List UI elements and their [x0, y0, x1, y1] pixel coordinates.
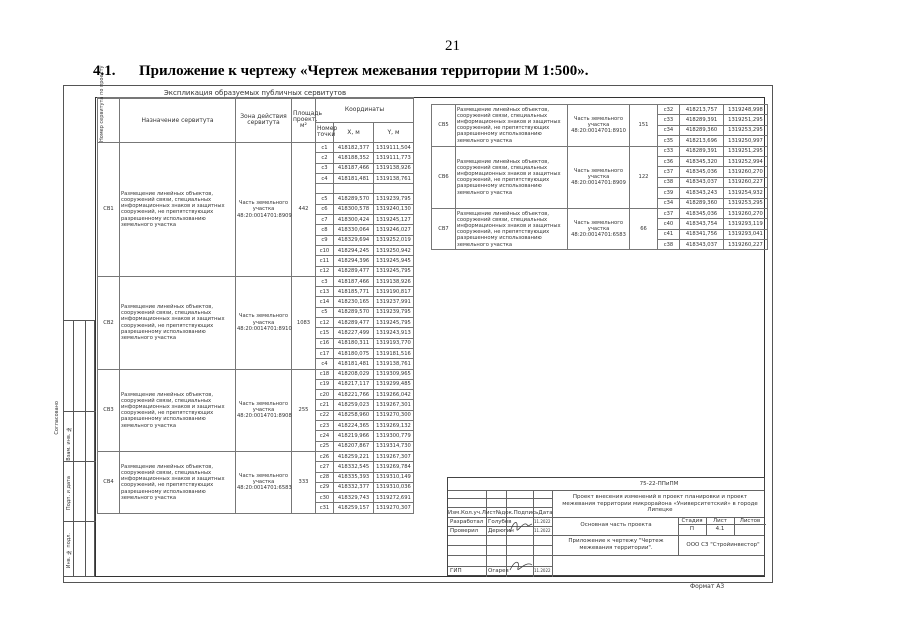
- easement-area: 66: [630, 208, 658, 250]
- document-code: 75-22-ППиПМ: [639, 481, 679, 487]
- coord-x: 418221,766: [334, 390, 374, 400]
- coord-x: 418343,754: [680, 219, 724, 229]
- table-row: [98, 276, 414, 286]
- coord-x: 418335,393: [334, 472, 374, 482]
- point-number: с29: [316, 482, 334, 492]
- point-number: [316, 184, 334, 194]
- coord-x: 418345,036: [680, 208, 724, 218]
- table-row: [98, 451, 414, 461]
- point-number: с34: [658, 125, 680, 135]
- point-number: с26: [316, 451, 334, 461]
- coord-x: 418182,377: [334, 143, 374, 153]
- signature-mark: [508, 516, 534, 538]
- coord-y: 1319293,119: [724, 219, 768, 229]
- coord-x: 418330,064: [334, 225, 374, 235]
- coord-y: 1319254,932: [724, 188, 768, 198]
- coord-x: 418259,157: [334, 503, 374, 513]
- coord-y: [374, 184, 414, 194]
- point-number: с15: [316, 328, 334, 338]
- coord-y: 1319237,991: [374, 297, 414, 307]
- coord-y: 1319111,504: [374, 143, 414, 153]
- inv-replaced-label: Взам. инв. №: [66, 426, 72, 461]
- easement-id: СВ1: [98, 143, 120, 277]
- coord-x: 418294,245: [334, 245, 374, 255]
- coord-x: 418341,756: [680, 229, 724, 239]
- coord-x: 418294,396: [334, 256, 374, 266]
- coord-x: 418343,243: [680, 188, 724, 198]
- coord-x: 418259,023: [334, 400, 374, 410]
- coord-y: 1319138,926: [374, 163, 414, 173]
- coord-x: 418217,117: [334, 379, 374, 389]
- coord-x: 418289,570: [334, 307, 374, 317]
- point-number: с20: [316, 390, 334, 400]
- point-number: с32: [658, 105, 680, 115]
- coord-x: [334, 184, 374, 194]
- coord-y: 1319272,691: [374, 493, 414, 503]
- stage-header: Стадия: [681, 518, 703, 524]
- table-row: [432, 208, 768, 218]
- point-number: с2: [316, 153, 334, 163]
- easement-purpose: Размещение линейных объектов, сооружений связи, специальных информационных знаков и защитных сооружений, не препятствующих разрешенному использованию земельного участка: [120, 276, 236, 369]
- coord-y: 1319270,300: [374, 410, 414, 420]
- easement-id: СВ4: [98, 451, 120, 513]
- signature-mark-gip: [508, 556, 534, 576]
- point-number: с9: [316, 235, 334, 245]
- easement-area: 255: [292, 369, 316, 451]
- coord-x: 418224,365: [334, 421, 374, 431]
- point-number: с19: [316, 379, 334, 389]
- coord-x: 418345,320: [680, 156, 724, 166]
- easement-area: 1083: [292, 276, 316, 369]
- point-number: с4: [316, 359, 334, 369]
- point-number: с41: [658, 229, 680, 239]
- format-label: Формат А3: [690, 583, 725, 590]
- coord-x: 418300,578: [334, 204, 374, 214]
- coord-x: 418289,360: [680, 198, 724, 208]
- sign-date-label: Подп. и дата: [66, 476, 72, 511]
- coord-y: 1319245,945: [374, 256, 414, 266]
- easement-zone: Часть земельного участка 48:20:0014701:8909: [236, 143, 292, 277]
- point-number: с27: [316, 462, 334, 472]
- header-zone: Зона действия сервитута: [236, 98, 292, 143]
- coord-y: 1319300,779: [374, 431, 414, 441]
- point-number: с40: [658, 219, 680, 229]
- agreed-label: Согласовано: [54, 401, 60, 435]
- header-coords: Координаты: [316, 98, 414, 123]
- point-number: с30: [316, 493, 334, 503]
- easement-purpose: Размещение линейных объектов, сооружений связи, специальных информационных знаков и защитных сооружений, не препятствующих разрешенному использованию земельного участка: [456, 146, 568, 208]
- table-row: [432, 146, 768, 156]
- coord-x: 418259,221: [334, 451, 374, 461]
- coord-x: 418329,743: [334, 493, 374, 503]
- point-number: с13: [316, 287, 334, 297]
- coord-x: 418180,075: [334, 348, 374, 358]
- date-developer: 11.2022: [534, 519, 551, 524]
- easement-purpose: Размещение линейных объектов, сооружений связи, специальных информационных знаков и защитных сооружений, не препятствующих разрешенному использованию земельного участка: [456, 105, 568, 147]
- coord-x: 418227,499: [334, 328, 374, 338]
- coord-y: 1319111,773: [374, 153, 414, 163]
- coord-x: 418230,165: [334, 297, 374, 307]
- document-part: Основная часть проекта: [580, 522, 652, 528]
- role-developer: Разработал: [450, 519, 484, 525]
- company-name: ООО СЗ "Стройинвестор": [686, 542, 760, 548]
- coord-y: 1319245,127: [374, 215, 414, 225]
- point-number: с36: [658, 156, 680, 166]
- point-number: с38: [658, 177, 680, 187]
- coord-y: 1319269,132: [374, 421, 414, 431]
- page-number: 21: [445, 38, 460, 54]
- point-number: с25: [316, 441, 334, 451]
- table-row: [98, 369, 414, 379]
- coord-x: 418343,037: [680, 240, 724, 250]
- coord-y: 1319138,761: [374, 359, 414, 369]
- coord-y: 1319252,994: [724, 156, 768, 166]
- coord-y: 1319267,301: [374, 400, 414, 410]
- point-number: с21: [316, 400, 334, 410]
- point-number: с5: [316, 194, 334, 204]
- coord-y: 1319243,913: [374, 328, 414, 338]
- date-gip: 11.2022: [534, 568, 551, 573]
- coord-x: 418181,481: [334, 359, 374, 369]
- name-checker: Дерюгин: [488, 528, 514, 534]
- table-body-right: [432, 105, 768, 250]
- coord-y: 1319190,817: [374, 287, 414, 297]
- point-number: с23: [316, 421, 334, 431]
- coord-y: 1319245,795: [374, 318, 414, 328]
- coord-x: 418258,960: [334, 410, 374, 420]
- point-number: с28: [316, 472, 334, 482]
- point-number: с16: [316, 338, 334, 348]
- point-number: с35: [658, 136, 680, 146]
- coord-y: 1319314,730: [374, 441, 414, 451]
- point-number: с17: [316, 348, 334, 358]
- coord-y: 1319309,965: [374, 369, 414, 379]
- point-number: с31: [316, 503, 334, 513]
- easement-zone: Часть земельного участка 48:20:0014701:8910: [568, 105, 630, 147]
- table-body-left: [98, 143, 414, 514]
- coord-x: 418289,391: [680, 115, 724, 125]
- point-number: с11: [316, 256, 334, 266]
- coord-x: 418289,570: [334, 194, 374, 204]
- approval-strip: [54, 320, 95, 577]
- point-number: с12: [316, 266, 334, 276]
- name-gip: Огарев: [488, 568, 509, 574]
- role-checker: Проверил: [450, 528, 479, 534]
- point-number: с24: [316, 431, 334, 441]
- easement-zone: Часть земельного участка 48:20:0014701:8910: [236, 276, 292, 369]
- coord-x: 418187,466: [334, 163, 374, 173]
- revision-columns: Изм. Кол.уч. Лист №док. Подпись Дата: [448, 510, 553, 516]
- coord-y: 1319239,795: [374, 194, 414, 204]
- point-number: с3: [316, 163, 334, 173]
- easement-table-right: [431, 104, 768, 250]
- easement-purpose: Размещение линейных объектов, сооружений связи, специальных информационных знаков и защитных сооружений, не препятствующих разрешенному использованию земельного участка: [120, 369, 236, 451]
- coord-x: 418207,867: [334, 441, 374, 451]
- coord-y: 1319270,307: [374, 503, 414, 513]
- coord-x: 418185,771: [334, 287, 374, 297]
- section-title: Приложение к чертежу «Чертеж межевания территории М 1:500».: [139, 63, 589, 79]
- coord-x: 418181,481: [334, 173, 374, 183]
- coord-y: 1319251,295: [724, 146, 768, 156]
- coord-x: 418289,477: [334, 266, 374, 276]
- point-number: с10: [316, 245, 334, 255]
- coord-y: 1319310,036: [374, 482, 414, 492]
- coord-y: 1319193,770: [374, 338, 414, 348]
- point-number: с37: [658, 167, 680, 177]
- coord-y: 1319245,795: [374, 266, 414, 276]
- section-number: 4.1.: [93, 63, 116, 79]
- coord-x: 418213,757: [680, 105, 724, 115]
- sheets-header: Листов: [739, 518, 761, 524]
- name-developer: Голубев: [488, 519, 512, 525]
- coord-y: 1319248,998: [724, 105, 768, 115]
- coord-x: 418289,360: [680, 125, 724, 135]
- easement-purpose: Размещение линейных объектов, сооружений связи, специальных информационных знаков и защитных сооружений, не препятствующих разрешенному использованию земельного участка: [456, 208, 568, 250]
- coord-y: 1319250,942: [374, 245, 414, 255]
- coord-y: 1319267,307: [374, 451, 414, 461]
- coord-y: 1319181,516: [374, 348, 414, 358]
- header-y: Y, м: [374, 122, 414, 142]
- coord-x: 418219,966: [334, 431, 374, 441]
- appendix-title: Приложение к чертежу "Чертеж межевания территории".: [568, 538, 664, 551]
- coord-x: 418345,036: [680, 167, 724, 177]
- coord-y: 1319138,761: [374, 173, 414, 183]
- table-caption: Экспликация образуемых публичных сервитутов: [97, 89, 413, 99]
- point-number: с5: [316, 307, 334, 317]
- coord-y: 1319310,149: [374, 472, 414, 482]
- sheet-header: Лист: [713, 518, 727, 524]
- point-number: с3: [316, 276, 334, 286]
- point-number: с4: [316, 173, 334, 183]
- coord-y: 1319240,130: [374, 204, 414, 214]
- coord-y: 1319293,041: [724, 229, 768, 239]
- coord-y: 1319269,784: [374, 462, 414, 472]
- coord-x: 418187,466: [334, 276, 374, 286]
- coord-y: 1319260,270: [724, 208, 768, 218]
- coord-x: 418300,424: [334, 215, 374, 225]
- point-number: с39: [658, 188, 680, 198]
- coord-x: 418332,377: [334, 482, 374, 492]
- easement-id: СВ2: [98, 276, 120, 369]
- inv-orig-label: Инв. № подл.: [66, 533, 72, 569]
- coord-y: 1319250,997: [724, 136, 768, 146]
- point-number: с8: [316, 225, 334, 235]
- coord-y: 1319260,270: [724, 167, 768, 177]
- coord-x: 418188,352: [334, 153, 374, 163]
- point-number: с14: [316, 297, 334, 307]
- point-number: с33: [658, 146, 680, 156]
- point-number: с18: [316, 369, 334, 379]
- table-row: [432, 105, 768, 115]
- stage-value: П: [689, 526, 695, 532]
- coord-y: 1319260,227: [724, 240, 768, 250]
- easement-area: 122: [630, 146, 658, 208]
- easement-id: СВ7: [432, 208, 456, 250]
- header-area: Площадь проект, м²: [292, 98, 316, 143]
- coord-y: 1319299,485: [374, 379, 414, 389]
- coord-y: 1319138,926: [374, 276, 414, 286]
- point-number: с6: [316, 204, 334, 214]
- section-heading: [93, 63, 589, 80]
- sheet-value: 4.1: [715, 526, 725, 532]
- easement-id: СВ5: [432, 105, 456, 147]
- point-number: с7: [316, 215, 334, 225]
- coord-y: 1319251,295: [724, 115, 768, 125]
- table-row: [98, 143, 414, 153]
- point-number: с1: [316, 143, 334, 153]
- header-number: Номер сервитута по проекту: [98, 98, 120, 143]
- easement-zone: Часть земельного участка 48:20:0014701:6583: [236, 451, 292, 513]
- easement-zone: Часть земельного участка 48:20:0014701:8909: [568, 146, 630, 208]
- easement-area: 442: [292, 143, 316, 277]
- header-name: Назначение сервитута: [120, 98, 236, 143]
- point-number: с34: [658, 198, 680, 208]
- point-number: с38: [658, 240, 680, 250]
- easement-zone: Часть земельного участка 48:20:0014701:6583: [568, 208, 630, 250]
- coord-y: 1319266,042: [374, 390, 414, 400]
- easement-id: СВ6: [432, 146, 456, 208]
- point-number: с37: [658, 208, 680, 218]
- coord-x: 418213,696: [680, 136, 724, 146]
- easement-area: 333: [292, 451, 316, 513]
- easement-area: 151: [630, 105, 658, 147]
- coord-x: 418180,311: [334, 338, 374, 348]
- coord-y: 1319260,227: [724, 177, 768, 187]
- coord-x: 418332,545: [334, 462, 374, 472]
- point-number: с12: [316, 318, 334, 328]
- date-checker: 11.2022: [534, 528, 551, 533]
- header-point: Номер точки: [316, 122, 334, 142]
- point-number: с22: [316, 410, 334, 420]
- header-x: X, м: [334, 122, 374, 142]
- project-title: Проект внесения изменений в проект планировки и проект межевания территории микрорайона «Университетский» в городе Липецке: [562, 494, 758, 513]
- easement-purpose: Размещение линейных объектов, сооружений связи, специальных информационных знаков и защитных сооружений, не препятствующих разрешенному использованию земельного участка: [120, 143, 236, 277]
- coord-x: 418208,029: [334, 369, 374, 379]
- coord-y: 1319246,027: [374, 225, 414, 235]
- easement-id: СВ3: [98, 369, 120, 451]
- easement-zone: Часть земельного участка 48:20:0014701:8908: [236, 369, 292, 451]
- coord-x: 418329,694: [334, 235, 374, 245]
- coord-y: 1319253,295: [724, 125, 768, 135]
- coord-y: 1319239,795: [374, 307, 414, 317]
- coord-x: 418289,477: [334, 318, 374, 328]
- coord-y: 1319253,295: [724, 198, 768, 208]
- title-block: [447, 477, 765, 576]
- point-number: с33: [658, 115, 680, 125]
- coord-x: 418343,037: [680, 177, 724, 187]
- coord-y: 1319252,019: [374, 235, 414, 245]
- easement-purpose: Размещение линейных объектов, сооружений связи, специальных информационных знаков и защитных сооружений, не препятствующих разрешенному использованию земельного участка: [120, 451, 236, 513]
- coord-x: 418289,391: [680, 146, 724, 156]
- role-gip: ГИП: [450, 568, 462, 574]
